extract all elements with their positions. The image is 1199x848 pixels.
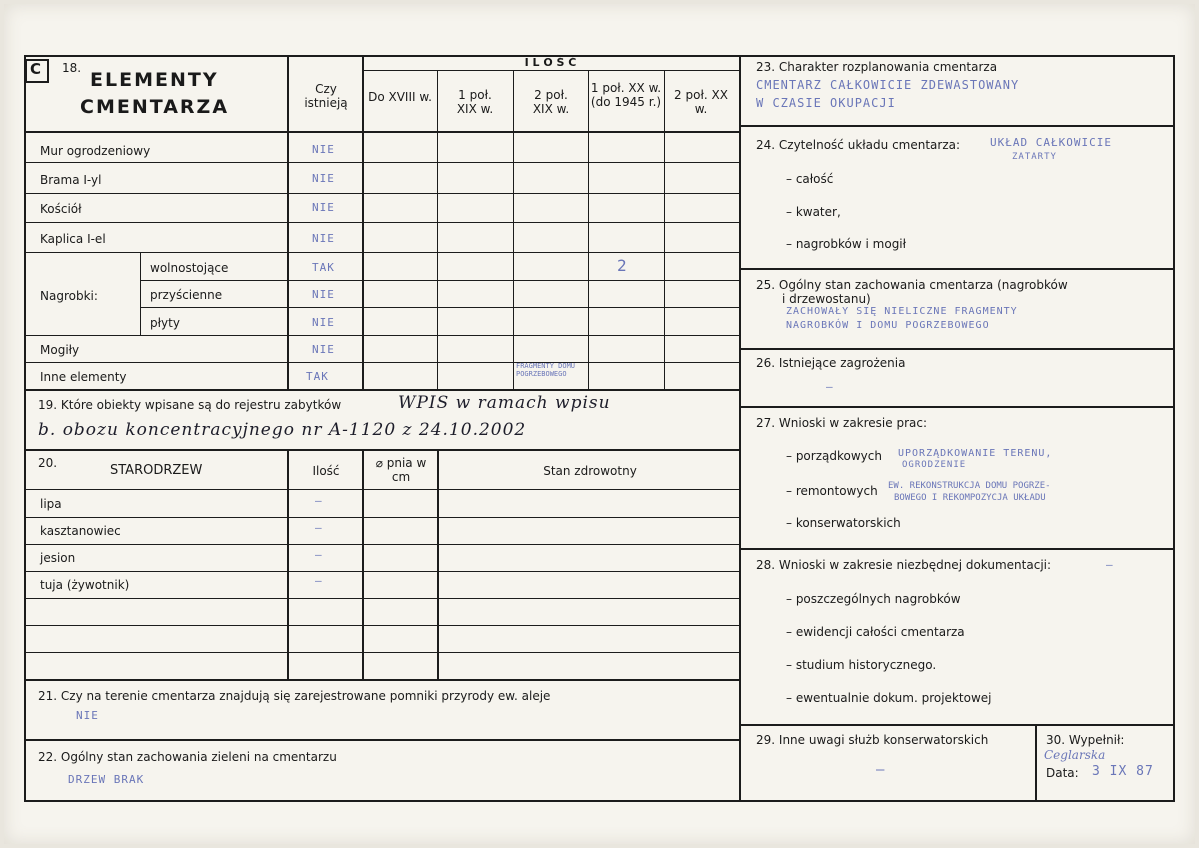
s27-rem-line2: BOWEGO I REKOMPOZYCJA UKŁADU [894,493,1046,503]
col-line-2 [437,70,438,390]
row-label-wolnostojace: wolnostojące [150,261,229,275]
s20-col-line-3 [437,449,439,679]
row-line-1 [24,162,740,163]
s23-answer-line1: CMENTARZ CAŁKOWICIE ZDEWASTOWANY [756,78,1020,92]
s27-item-konserwatorskich: – konserwatorskich [786,516,901,530]
frame-right-edge [1173,55,1175,802]
tree-jesion: jesion [40,551,76,565]
period-header-4: 1 poł. XX w. (do 1945 r.) [590,81,662,109]
s28-bottom-line [739,724,1175,726]
s26-answer: — [826,380,834,393]
ilosc-underline [362,70,739,71]
period-header-3: 2 poł. XIX w. [532,88,570,116]
section-letter: C [30,60,42,78]
row-line-3 [24,222,740,223]
count-wolnostojace: 2 [617,256,628,275]
s24-answer-line1: UKŁAD CAŁKOWICIE [990,136,1112,149]
row-label-brama: Brama I-yl [40,173,102,187]
s20-row-line-6 [24,652,740,653]
tree-count-jesion: — [315,548,323,561]
s20-row-line-3 [24,571,740,572]
row-line-7 [24,335,740,336]
s18-title-line1: ELEMENTY [90,69,219,91]
frame-right-bottom [739,800,1175,802]
row-line-end-20 [24,679,740,681]
s24-item-kwater: – kwater, [786,205,841,219]
row-label-kosciol: Kościół [40,202,82,216]
s18-number: 18. [62,61,82,75]
s23-bottom-line [739,125,1175,127]
tree-kasztanowiec: kasztanowiec [40,524,121,538]
nagrobki-divider [140,252,141,335]
row-label-inne: Inne elementy [40,370,127,384]
s30-date-label: Data: [1046,766,1079,780]
s24-question: 24. Czytelność układu cmentarza: [756,138,961,152]
row-line-8 [24,362,740,363]
s24-item-nagrobkow: – nagrobków i mogił [786,237,907,251]
s20-row-line-2 [24,544,740,545]
row-line-header [24,131,740,133]
row-line-4 [24,252,740,253]
s20-row-line-4 [24,598,740,599]
s25-bottom-line [739,348,1175,350]
s18-title-line2: CMENTARZA [80,96,230,118]
s25-answer-line2: NAGROBKÓW I DOMU POGRZEBOWEGO [786,320,990,331]
row-line-end-19 [24,449,740,451]
s29-question: 29. Inne uwagi służb konserwatorskich [756,733,989,747]
s22-answer: DRZEW BRAK [68,773,145,786]
s25-answer-line1: ZACHOWAŁY SIĘ NIELICZNE FRAGMENTY [786,306,1018,317]
s28-item-nagrobkow: – poszczególnych nagrobków [786,592,961,606]
frame-middle-edge [739,55,741,802]
frame-left-edge [24,55,26,802]
s30-divider [1035,724,1037,802]
row-label-nagrobki: Nagrobki: [40,289,98,303]
tree-count-kasztanowiec: — [315,521,323,534]
answer-inne: TAK [306,370,329,383]
s30-signature: Ceglarska [1044,748,1106,762]
period-header-5: 2 poł. XX w. [674,88,728,116]
col-line-5 [664,70,665,390]
tree-lipa: lipa [40,497,62,511]
s20-title: STARODRZEW [110,463,203,478]
s20-col-line-2 [362,449,364,679]
s28-item-projektowej: – ewentualnie dokum. projektowej [786,691,992,705]
tree-tuja: tuja (żywotnik) [40,578,130,592]
answer-brama: NIE [312,172,335,185]
period-header-1: Do XVIII w. [368,90,432,104]
answer-kaplica: NIE [312,232,335,245]
s25-question-line2: i drzewostanu) [782,292,871,306]
s27-bottom-line [739,548,1175,550]
row-line-5 [140,280,740,281]
row-label-mogily: Mogiły [40,343,80,357]
s22-question: 22. Ogólny stan zachowania zieleni na cmentarzu [38,750,337,764]
s27-item-porzadkowych: – porządkowych [786,449,882,463]
s27-porz-line1: UPORZĄDKOWANIE TERENU, [898,448,1053,459]
s20-col-health: Stan zdrowotny [543,464,637,478]
s20-row-line-h [24,489,740,490]
s27-porz-line2: OGRODZENIE [902,460,967,470]
row-line-end-21 [24,739,740,741]
s20-number: 20. [38,456,58,470]
row-label-kaplica: Kaplica I-el [40,232,106,246]
s24-answer-line2: ZATARTY [1012,152,1057,162]
row-line-6 [140,307,740,308]
answer-mogily: NIE [312,343,335,356]
col-exists-header: Czy istnieją [304,82,348,110]
answer-przyscienne: NIE [312,288,335,301]
row-line-2 [24,193,740,194]
s26-question: 26. Istniejące zagrożenia [756,356,906,370]
col-line-3 [513,70,514,390]
col-line-4 [588,70,589,390]
s20-col-diam: ⌀ pnia w cm [375,456,427,484]
answer-kosciol: NIE [312,201,335,214]
s27-question: 27. Wnioski w zakresie prac: [756,416,928,430]
s21-question: 21. Czy na terenie cmentarza znajdują się zarejestrowane pomniki przyrody ew. aleje [38,689,551,703]
answer-plyty: NIE [312,316,335,329]
s19-question: 19. Które obiekty wpisane są do rejestru zabytków [38,398,342,412]
s19-answer-line1: WPIS w ramach wpisu [398,393,611,413]
s23-question: 23. Charakter rozplanowania cmentarza [756,60,998,74]
s30-date: 3 IX 87 [1092,764,1154,779]
row-label-mur: Mur ogrodzeniowy [40,144,151,158]
s20-col-count: Ilość [312,464,340,478]
s21-answer: NIE [76,709,99,722]
s27-rem-line1: EW. REKONSTRUKCJA DOMU POGRZE- [888,481,1051,491]
s24-bottom-line [739,268,1175,270]
answer-wolnostojace: TAK [312,261,335,274]
s25-question-line1: 25. Ogólny stan zachowania cmentarza (nagrobków [756,278,1068,292]
s29-answer: — [876,762,886,778]
s20-row-line-5 [24,625,740,626]
tree-count-lipa: — [315,494,323,507]
inne-note: FRAGMENTY DOMU POGRZEBOWEGO [516,362,576,378]
s24-item-calosc: – całość [786,172,834,186]
ilosc-header: I L O Ś Ć [524,56,577,69]
s20-row-line-1 [24,517,740,518]
frame-right-top [739,55,1175,57]
frame-left-bottom [24,800,740,802]
s28-item-studium: – studium historycznego. [786,658,937,672]
tree-count-tuja: — [315,574,323,587]
row-line-end-18 [24,389,740,391]
s30-question: 30. Wypełnił: [1046,733,1125,747]
s27-item-remontowych: – remontowych [786,484,878,498]
s20-col-line-1 [287,449,289,679]
answer-mur: NIE [312,143,335,156]
s28-item-ewidencji: – ewidencji całości cmentarza [786,625,965,639]
s28-answer: — [1106,558,1114,571]
row-label-przyscienne: przyścienne [150,288,223,302]
s28-question: 28. Wnioski w zakresie niezbędnej dokumentacji: [756,558,1052,572]
s23-answer-line2: W CZASIE OKUPACJI [756,96,896,110]
s19-answer-line2: b. obozu koncentracyjnego nr A-1120 z 24.10.2002 [38,420,527,440]
period-header-2: 1 poł. XIX w. [456,88,494,116]
s26-bottom-line [739,406,1175,408]
row-label-plyty: płyty [150,316,180,330]
